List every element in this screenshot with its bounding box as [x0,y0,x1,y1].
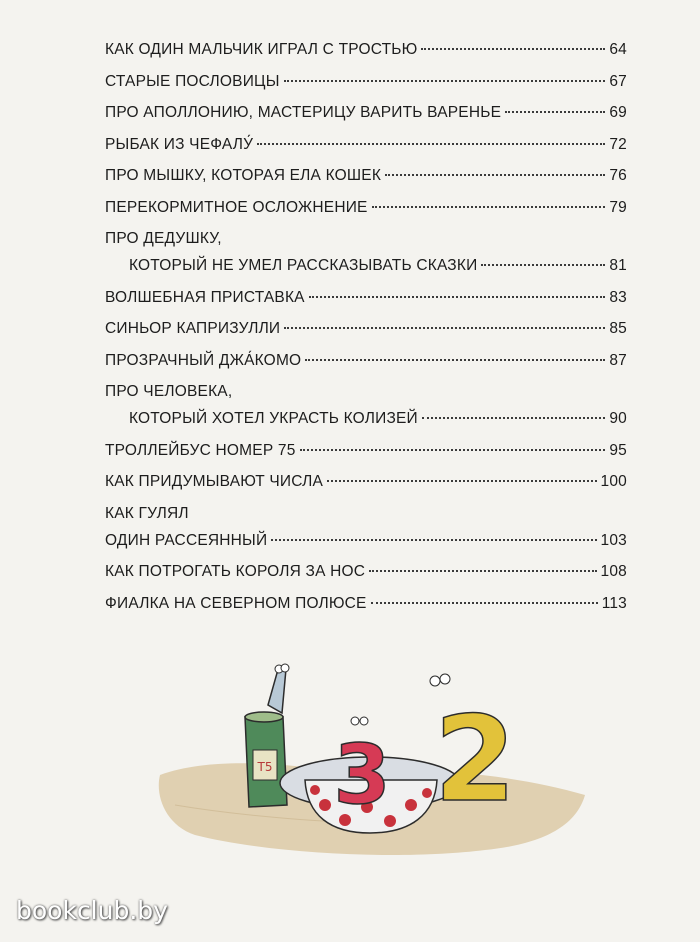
toc-page-number: 87 [609,351,627,369]
toc-entry [105,36,627,63]
table-of-contents [105,36,627,621]
toc-entry [105,437,627,464]
leader-dots [372,206,606,208]
toc-title: ВОЛШЕБНАЯ ПРИСТАВКА [105,288,305,306]
toc-page-number: 83 [609,288,627,306]
toc-title-second-line: ОДИН РАССЕЯННЫЙ [105,531,268,549]
toc-title: ПРО МЫШКУ, КОТОРАЯ ЕЛА КОШЕК [105,167,382,184]
toc-entry [105,468,627,495]
toc-title: ФИАЛКА НА СЕВЕРНОМ ПОЛЮСЕ [105,594,367,612]
toc-page-number: 67 [609,72,627,90]
toc-title: ПРОЗРАЧНЫЙ ДЖА́КОМО [105,351,302,369]
toc-title-first-line: ПРО ЧЕЛОВЕКА, [105,383,233,400]
toc-entry [105,284,627,311]
toc-entry [105,99,627,126]
leader-dots [284,327,605,329]
toc-entry [105,162,627,189]
toc-title: КАК ПОТРОГАТЬ КОРОЛЯ ЗА НОС [105,563,366,580]
toc-entry [105,225,627,279]
toc-title: КАК ОДИН МАЛЬЧИК ИГРАЛ С ТРОСТЬЮ [105,41,418,58]
toc-title-second-line: КОТОРЫЙ ХОТЕЛ УКРАСТЬ КОЛИЗЕЙ [129,410,418,427]
leader-dots [271,539,596,541]
toc-entry [105,558,627,585]
toc-page-number: 108 [600,563,627,580]
toc-entry [105,194,627,221]
leader-dots [505,111,605,113]
toc-entry [105,590,627,617]
toc-entry [105,347,627,374]
toc-title: КАК ПРИДУМЫВАЮТ ЧИСЛА [105,473,324,490]
toc-page-number: 69 [609,104,627,121]
toc-entry [105,68,627,95]
toc-page-number: 113 [601,594,627,612]
toc-entry [105,315,627,342]
leader-dots [481,264,605,266]
toc-page-number: 81 [609,257,627,274]
toc-page-number: 64 [609,41,627,58]
leader-dots [257,143,605,145]
toc-page-number: 79 [609,198,627,216]
digit-one-character [268,664,289,713]
toc-title: СИНЬОР КАПРИЗУЛЛИ [105,320,281,337]
leader-dots [300,449,606,451]
toc-page-number: 100 [600,473,627,490]
toc-title-second-line: КОТОРЫЙ НЕ УМЕЛ РАССКАЗЫВАТЬ СКАЗКИ [129,257,478,274]
leader-dots [422,417,605,419]
toc-title-first-line: КАК ГУЛЯЛ [105,504,189,522]
digit-three-character: 3 [333,728,391,823]
leader-dots [369,570,596,572]
toc-title: СТАРЫЕ ПОСЛОВИЦЫ [105,72,280,90]
toc-entry [105,500,627,554]
toc-page-number: 85 [609,320,627,337]
toc-entry [105,378,627,432]
toc-page-number: 95 [609,441,627,459]
toc-title: РЫБАК ИЗ ЧЕФАЛУ́ [105,135,254,153]
toc-page-number: 103 [600,531,627,549]
leader-dots [421,48,605,50]
toc-page-number: 76 [609,167,627,184]
toc-title: ТРОЛЛЕЙБУС НОМЕР 75 [105,441,296,459]
toc-entry [105,131,627,158]
leader-dots [385,174,605,176]
digit-two-character: 2 [433,690,517,828]
leader-dots [284,80,606,82]
toc-page-number: 72 [609,135,627,153]
can-icon [245,712,287,807]
toc-page-number: 90 [609,410,627,427]
numbers-illustration [155,655,590,865]
leader-dots [309,296,606,298]
watermark: bookclub.by [16,896,168,925]
can-label: Т5 [257,760,273,774]
toc-title: ПРО АПОЛЛОНИЮ, МАСТЕРИЦУ ВАРИТЬ ВАРЕНЬЕ [105,104,502,121]
toc-title-first-line: ПРО ДЕДУШКУ, [105,230,222,247]
leader-dots [305,359,605,361]
leader-dots [327,480,596,482]
leader-dots [371,602,598,604]
toc-title: ПЕРЕКОРМИТНОЕ ОСЛОЖНЕНИЕ [105,198,368,216]
